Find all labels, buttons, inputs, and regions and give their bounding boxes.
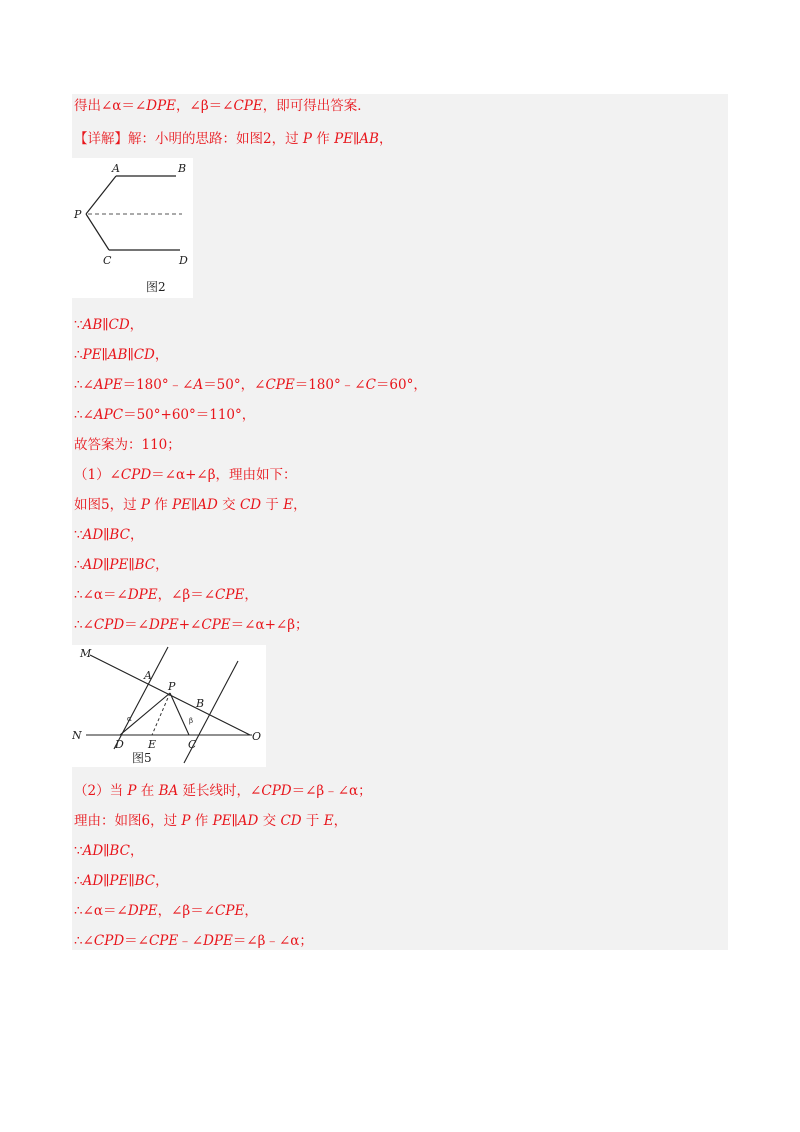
- text-line: 【详解】解：小明的思路：如图2，过 P 作 PE∥AB，: [74, 131, 393, 147]
- label-a: A: [144, 669, 152, 682]
- text-line: 理由：如图6，过 P 作 PE∥AD 交 CD 于 E，: [74, 813, 348, 829]
- segment-pe-dashed: [152, 693, 170, 735]
- text-line: （1）∠CPD＝∠α+∠β，理由如下：: [74, 467, 297, 483]
- text-line: 故答案为：110；: [74, 437, 181, 453]
- line-mo: [90, 655, 250, 735]
- text-line: ∴AD∥PE∥BC，: [74, 873, 169, 889]
- text-line: ∴PE∥AB∥CD，: [74, 347, 169, 363]
- label-d: D: [179, 254, 188, 267]
- label-c: C: [188, 738, 197, 751]
- figure-caption: 图2: [146, 280, 166, 294]
- figure-2: [72, 158, 193, 298]
- segment-pc: [86, 214, 109, 250]
- label-b: B: [196, 697, 205, 710]
- text-line: 得出∠α＝∠DPE，∠β＝∠CPE，即可得出答案．: [74, 98, 371, 114]
- text-line: 如图5，过 P 作 PE∥AD 交 CD 于 E，: [74, 497, 307, 513]
- figure-5: [72, 645, 266, 767]
- text-line: ∴∠α＝∠DPE，∠β＝∠CPE，: [74, 587, 258, 603]
- label-p: P: [168, 680, 176, 693]
- segment-pd: [120, 693, 170, 735]
- label-p: P: [74, 208, 82, 221]
- label-d: D: [115, 738, 124, 751]
- text-line: ∴∠APC＝50°+60°＝110°，: [74, 407, 256, 423]
- text-line: ∵AB∥CD，: [74, 317, 144, 333]
- label-n: N: [72, 729, 82, 742]
- text-line: ∴∠α＝∠DPE，∠β＝∠CPE，: [74, 903, 258, 919]
- text-line: ∴∠CPD＝∠CPE﹣∠DPE＝∠β﹣∠α；: [74, 933, 313, 949]
- text-line: （2）当 P 在 BA 延长线时，∠CPD＝∠β﹣∠α；: [74, 783, 372, 799]
- text-line: ∴∠CPD＝∠DPE+∠CPE＝∠α+∠β；: [74, 617, 309, 633]
- label-beta: β: [189, 717, 194, 725]
- text-line: ∴AD∥PE∥BC，: [74, 557, 169, 573]
- segment-ap: [86, 176, 116, 214]
- label-a: A: [112, 162, 120, 175]
- text-line: ∴∠APE＝180°﹣∠A＝50°，∠CPE＝180°﹣∠C＝60°，: [74, 377, 427, 393]
- label-e: E: [148, 738, 157, 751]
- label-c: C: [103, 254, 112, 267]
- text-line: ∵AD∥BC，: [74, 843, 144, 859]
- label-m: M: [80, 647, 92, 660]
- label-alpha: α: [127, 715, 132, 723]
- label-b: B: [178, 162, 187, 175]
- figure-caption: 图5: [132, 751, 152, 765]
- text-line: ∵AD∥BC，: [74, 527, 144, 543]
- label-o: O: [252, 730, 262, 743]
